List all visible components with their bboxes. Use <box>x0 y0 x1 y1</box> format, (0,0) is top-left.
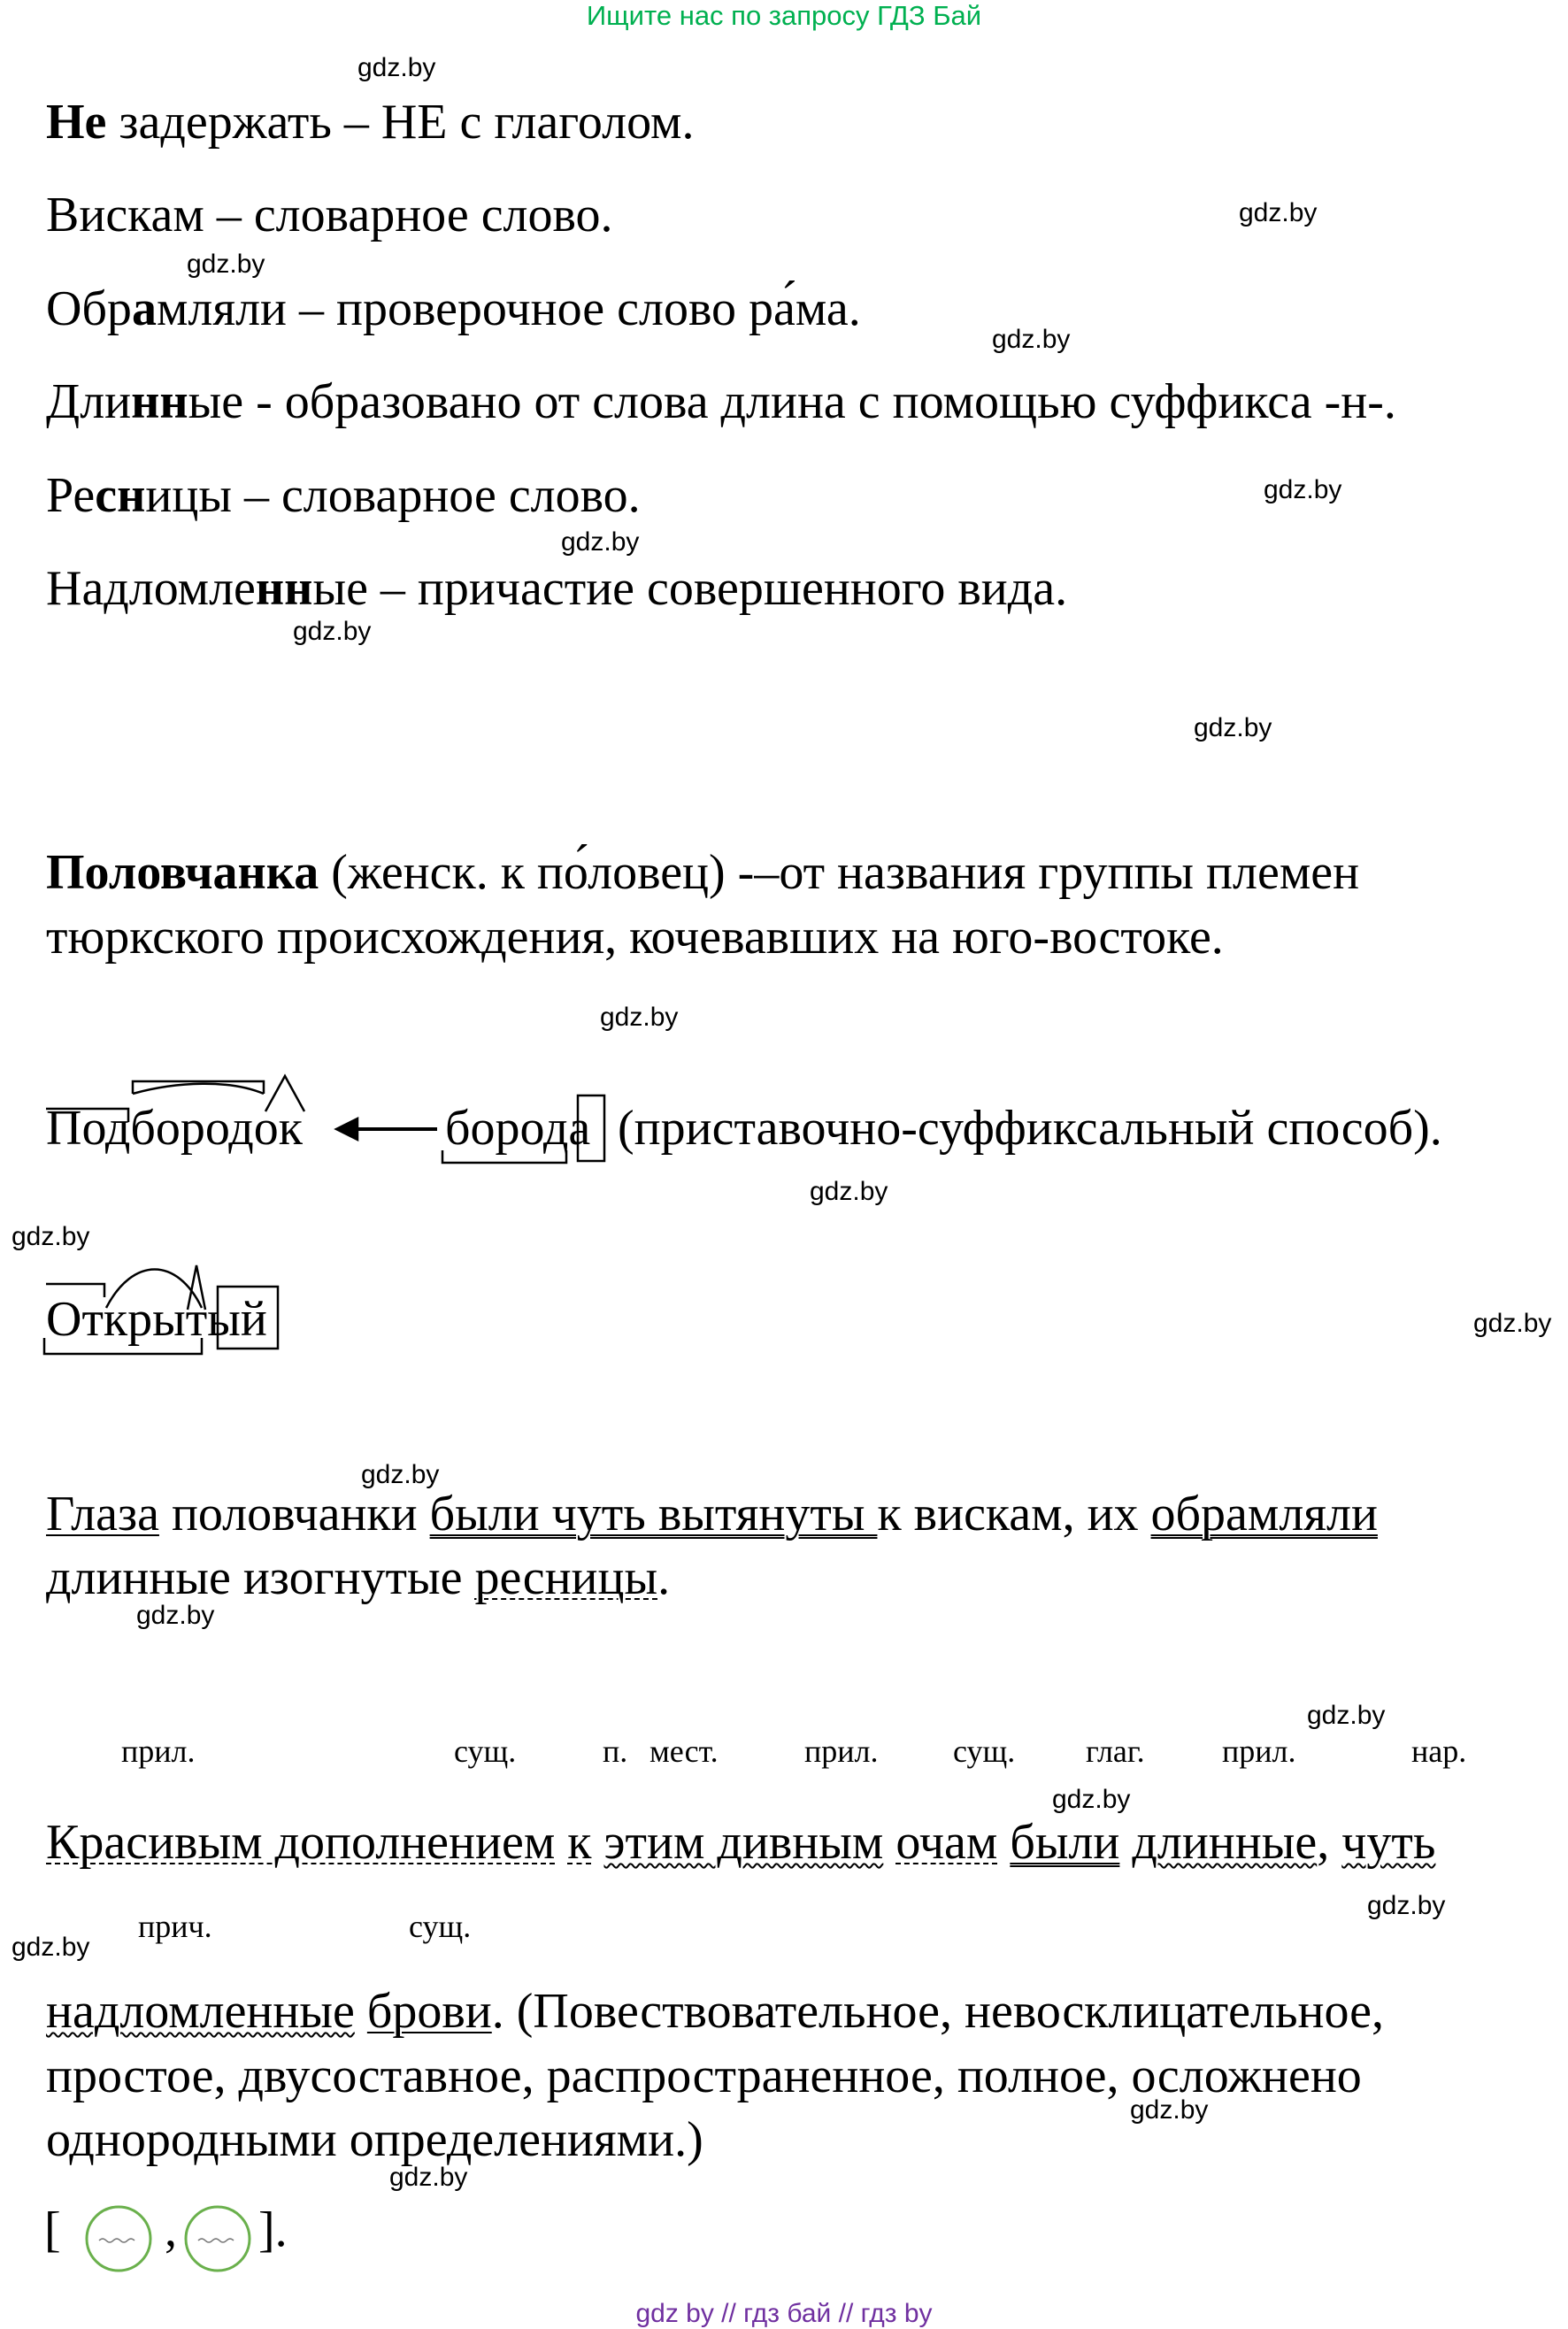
source-word: борода <box>445 1101 591 1156</box>
top-banner[interactable]: Ищите нас по запросу ГДЗ Бай <box>586 0 982 31</box>
pos-tag: п. <box>603 1733 628 1769</box>
ending-box <box>218 1287 278 1349</box>
explanation-text: ые - образовано от слова длина с помощью суффикса -н-. <box>188 374 1396 429</box>
derived-word: Подбородок <box>46 1101 303 1156</box>
sentence-analysis: однородными определениями.) <box>46 2112 703 2167</box>
explanation-text: мляли – проверочное слово ра́ма. <box>156 281 861 336</box>
word: . <box>657 1550 671 1605</box>
pos-tag: прил. <box>1222 1733 1296 1769</box>
attribute: длинные <box>1132 1815 1318 1870</box>
pos-tag: нар. <box>1411 1733 1467 1769</box>
word: к вискам, их <box>877 1487 1151 1541</box>
root-arc <box>133 1084 264 1094</box>
highlight: нн <box>255 561 313 616</box>
attribute: этим дивным <box>603 1815 884 1870</box>
explanation-text: Надломле <box>46 561 256 616</box>
ending-box <box>578 1095 604 1161</box>
pos-tag: сущ. <box>454 1733 517 1769</box>
subject: Глаза <box>46 1487 159 1541</box>
watermark: gdz.by <box>389 2163 468 2192</box>
prefix-mark <box>46 1109 128 1122</box>
watermark: gdz.by <box>187 250 265 279</box>
word: половчанки <box>158 1487 430 1541</box>
watermark: gdz.by <box>1052 1785 1131 1814</box>
word: длинные изогнутые <box>46 1550 475 1605</box>
explanation-text: Обр <box>46 281 132 336</box>
explanation-text: ицы – словарное слово. <box>145 468 641 523</box>
watermark: gdz.by <box>136 1601 215 1630</box>
suffix-mark <box>265 1076 304 1111</box>
formation-method: (приставочно-суффиксальный способ). <box>618 1101 1442 1156</box>
sentence-analysis: простое, двусоставное, распространенное, полное, осложнено <box>46 2048 1362 2103</box>
scheme-open-bracket: [ <box>44 2202 61 2257</box>
explanation-text: ые – причастие совершенного вида. <box>312 561 1068 616</box>
etymology-text: (женск. к по́ловец) -–от названия группы племен <box>319 845 1360 900</box>
arrow-head <box>336 1118 357 1140</box>
pos-tag: глаг. <box>1086 1733 1145 1769</box>
watermark: gdz.by <box>1307 1701 1386 1730</box>
highlight: Не <box>46 95 107 150</box>
watermark: gdz.by <box>1264 475 1342 504</box>
footer[interactable]: gdz by // гдз бай // гдз by <box>635 2299 933 2328</box>
wavy-mark <box>198 2239 234 2242</box>
adverb: чуть <box>1341 1815 1436 1870</box>
highlight: сн <box>95 468 146 523</box>
wavy-mark <box>99 2239 135 2242</box>
object: очам <box>895 1815 998 1870</box>
etymology-line: тюркского происхождения, кочевавших на юго-востоке. <box>46 910 1224 965</box>
watermark: gdz.by <box>357 53 436 82</box>
watermark: gdz.by <box>1194 713 1272 742</box>
highlight: нн <box>131 374 188 429</box>
pos-tag: сущ. <box>953 1733 1016 1769</box>
predicate: были <box>1010 1815 1120 1870</box>
subject: брови <box>366 1984 492 2039</box>
highlight: Половчанка <box>46 845 319 900</box>
pos-tag: сущ. <box>409 1909 472 1944</box>
stem-bracket <box>442 1150 566 1163</box>
attribute: надломленные <box>46 1984 355 2039</box>
scheme-close-bracket: ]. <box>258 2202 288 2257</box>
watermark: gdz.by <box>1239 198 1318 227</box>
comma: , <box>1317 1815 1330 1870</box>
predicate: обрамляли <box>1150 1487 1378 1541</box>
watermark: gdz.by <box>1473 1309 1552 1338</box>
analyzed-word: Открытый <box>46 1292 267 1347</box>
watermark: gdz.by <box>1367 1891 1446 1920</box>
predicate: были чуть вытянуты <box>429 1487 878 1541</box>
object: ресницы <box>474 1550 658 1605</box>
pos-tag: прил. <box>121 1733 196 1769</box>
scheme-comma: , <box>165 2202 177 2257</box>
explanation-text: Вискам – словарное слово. <box>46 188 613 242</box>
watermark: gdz.by <box>293 617 372 646</box>
prefix-mark <box>46 1284 104 1297</box>
pos-tag: прич. <box>138 1909 212 1944</box>
sentence-analysis: . (Повествовательное, невосклицательное, <box>491 1984 1384 2039</box>
explanation-text: Ре <box>46 468 96 523</box>
modifier: Красивым дополнением <box>46 1815 556 1870</box>
pos-tag: мест. <box>649 1733 719 1769</box>
watermark: gdz.by <box>12 1222 90 1251</box>
watermark: gdz.by <box>361 1460 440 1489</box>
explanation-text: Дли <box>46 374 132 429</box>
watermark: gdz.by <box>12 1933 90 1962</box>
highlight: а <box>131 281 157 336</box>
preposition: к <box>567 1815 592 1870</box>
explanation-text: задержать – НЕ с глаголом. <box>106 95 695 150</box>
pos-tag: прил. <box>804 1733 879 1769</box>
watermark: gdz.by <box>992 325 1071 354</box>
watermark: gdz.by <box>561 527 640 557</box>
watermark: gdz.by <box>600 1003 679 1032</box>
watermark: gdz.by <box>810 1177 888 1206</box>
root-arc <box>106 1270 202 1309</box>
stem-bracket <box>44 1338 202 1354</box>
watermark: gdz.by <box>1130 2095 1209 2125</box>
